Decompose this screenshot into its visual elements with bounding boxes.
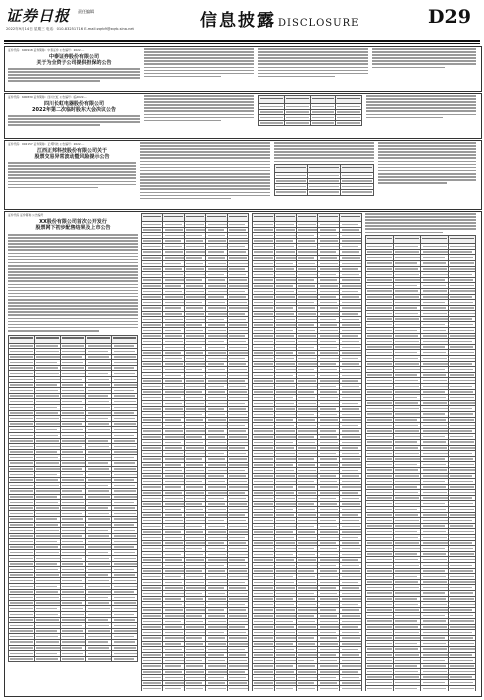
notice-4-title-line-1: XX股份有限公司首次公开发行 <box>39 219 107 225</box>
notice-1-col-2 <box>144 48 254 88</box>
notice-4-col-1 <box>8 213 138 691</box>
section-title-en: DISCLOSURE <box>278 18 360 29</box>
table-cell <box>421 236 449 244</box>
notice-2-body <box>8 115 140 126</box>
table-cell <box>274 214 296 222</box>
notice-4-table-a-wrap <box>8 335 138 663</box>
notice-2-title-line-2: 2022年第二次临时股东大会决议公告 <box>32 107 116 113</box>
notice-2-table <box>258 95 362 135</box>
table-row <box>253 686 362 691</box>
notice-3-col-4 <box>378 142 476 206</box>
newspaper-logo: 证券日报 <box>6 7 71 25</box>
table-header-row <box>366 236 476 244</box>
table-cell <box>253 214 275 222</box>
table-cell <box>206 214 227 222</box>
section-title-cn: 信息披露 <box>200 11 276 31</box>
edition-label: 责任编辑 <box>78 9 94 14</box>
masthead <box>0 0 484 42</box>
notice-4-col-4 <box>365 213 476 691</box>
notice-2-col-4 <box>366 95 476 135</box>
notice-3-title-line-1: 江西正邦科技股份有限公司关于 <box>36 148 107 154</box>
notice-3-col-2 <box>140 142 270 206</box>
table-row <box>142 686 249 691</box>
table-header-row <box>253 214 362 222</box>
table-cell <box>318 686 340 691</box>
table-cell <box>448 236 476 244</box>
table-cell <box>163 214 184 222</box>
table-cell <box>163 686 184 691</box>
table-cell <box>112 335 138 343</box>
notice-2-meta: 证券代码：600839 证券简称：四川长虹 公告编号：临2022-... <box>8 95 88 99</box>
table-cell <box>366 236 394 244</box>
notice-1-body <box>8 68 140 82</box>
page-number: D29 <box>428 6 471 28</box>
header-rule-thin <box>4 43 480 44</box>
table-cell <box>112 656 138 662</box>
table-cell <box>340 214 362 222</box>
notice-1-meta: 证券代码：600918 证券简称：中泰证券 公告编号：2022-... <box>8 48 85 52</box>
notice-2-title-line-1: 四川长虹电器股份有限公司 <box>43 101 104 107</box>
notice-4-col-2 <box>141 213 249 691</box>
notice-2-col-2 <box>144 95 254 135</box>
notice-3-meta: 证券代码：002157 证券简称：正邦科技 公告编号：2022-... <box>8 142 85 146</box>
table-cell <box>318 214 340 222</box>
table-cell <box>227 214 248 222</box>
notice-1-title-line-2: 关于为全资子公司提供担保的公告 <box>36 60 112 66</box>
table-row <box>9 656 138 662</box>
notice-3-col-3 <box>274 142 374 206</box>
table-cell <box>142 686 163 691</box>
notice-4-table-d <box>365 235 476 691</box>
notice-4-col-4-text <box>365 213 476 233</box>
notice-4-table-a <box>8 335 138 663</box>
notice-1-title <box>8 54 140 66</box>
table-header-row <box>142 214 249 222</box>
notice-2-title <box>8 101 140 113</box>
table-cell <box>86 335 112 343</box>
table-cell <box>34 656 60 662</box>
notice-4-table-c <box>252 213 362 691</box>
notice-1-title-line-1: 中泰证券股份有限公司 <box>48 54 99 60</box>
table-header-row <box>9 335 138 343</box>
notice-3-body <box>8 162 136 188</box>
table-cell <box>142 214 163 222</box>
notice-3-title-line-2: 股票交易异常波动暨风险提示公告 <box>34 154 110 160</box>
notice-4-intro <box>8 234 138 332</box>
section-title <box>200 6 359 31</box>
table-cell <box>253 686 275 691</box>
notice-3-table <box>274 164 374 195</box>
table-cell <box>60 656 86 662</box>
notice-2-header <box>8 95 140 135</box>
table-cell <box>274 686 296 691</box>
notice-3-header <box>8 142 136 206</box>
notice-1-header <box>8 48 140 88</box>
table-cell <box>206 686 227 691</box>
dateline: 2022年9月14日 星期三 电话：010-83251716 E-mail:zqrb9@zqrb.sina.net <box>6 27 134 31</box>
header-rule <box>4 40 480 42</box>
table-cell <box>393 236 421 244</box>
table-cell <box>60 335 86 343</box>
notice-4-col-3 <box>252 213 362 691</box>
table-cell <box>184 686 205 691</box>
notice-1-col-3 <box>258 48 368 88</box>
notice-4-table-b <box>141 213 249 691</box>
notice-4-meta: 证券代码 证券简称 公告编号 <box>8 213 44 217</box>
table-cell <box>296 686 318 691</box>
table-cell <box>86 656 112 662</box>
table-cell <box>227 686 248 691</box>
table-cell <box>340 686 362 691</box>
notice-4-title-line-2: 股票网下初步配售结果及上市公告 <box>35 225 111 231</box>
table-cell <box>9 335 35 343</box>
table-cell <box>184 214 205 222</box>
notice-1-col-4 <box>372 48 476 88</box>
table-cell <box>34 335 60 343</box>
table-cell <box>296 214 318 222</box>
notice-4-title <box>8 219 138 231</box>
notice-3-title <box>8 148 136 160</box>
table-cell <box>9 656 35 662</box>
